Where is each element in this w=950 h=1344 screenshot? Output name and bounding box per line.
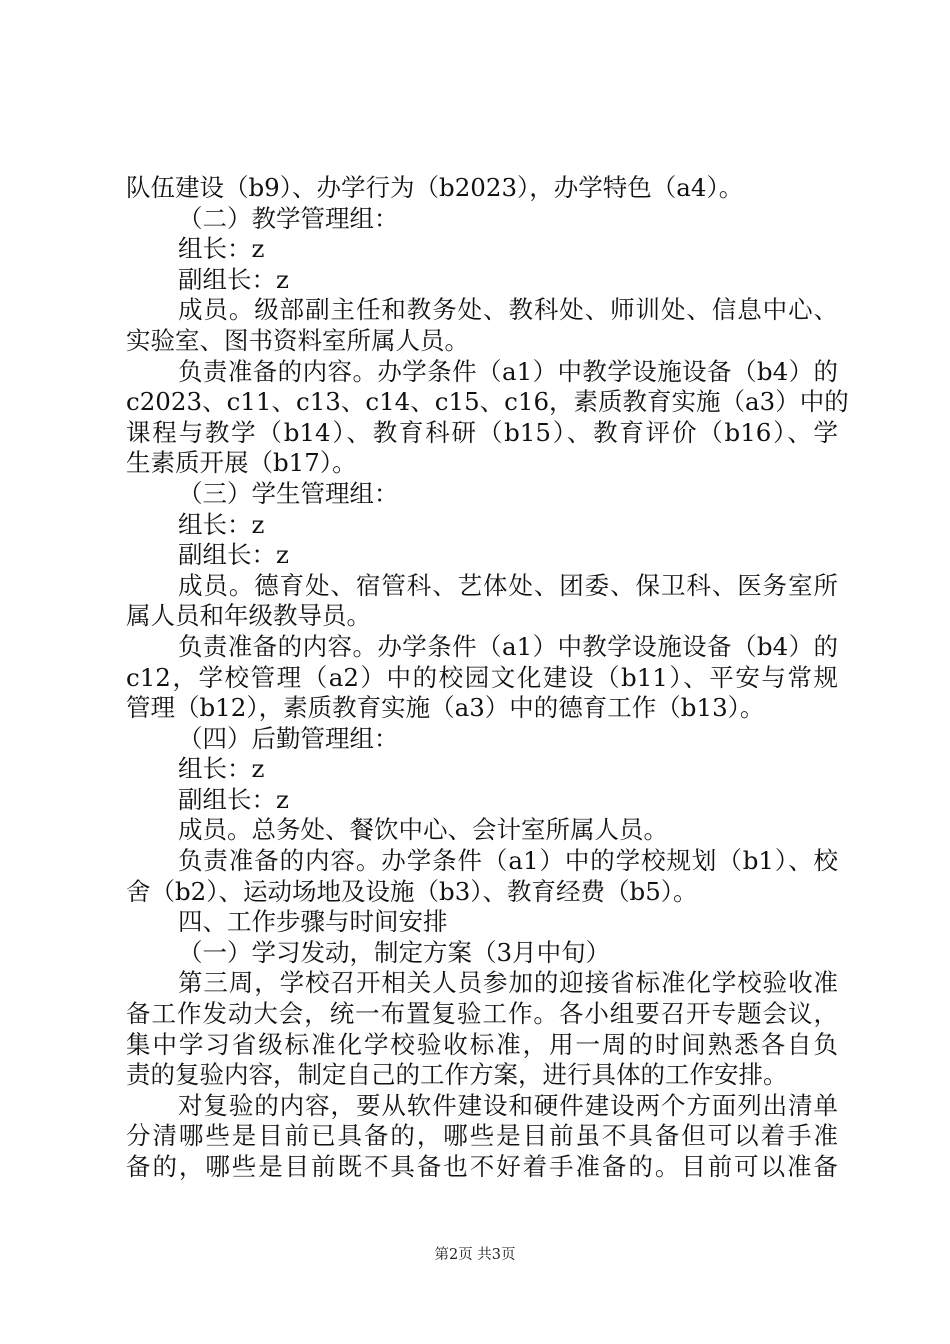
text-line: 生素质开展（b17）。 <box>126 448 357 478</box>
text-line: 成员。德育处、宿管科、艺体处、团委、保卫科、医务室所 <box>178 570 838 600</box>
text-line: 课程与教学（b14）、教育科研（b15）、教育评价（b16）、学 <box>126 417 838 447</box>
text-line: 实验室、图书资料室所属人员。 <box>126 325 469 355</box>
text-line: 属人员和年级教导员。 <box>126 601 371 631</box>
text-line: 备的，哪些是目前既不具备也不好着手准备的。目前可以准备 <box>126 1152 838 1181</box>
section-heading: （二）教学管理组： <box>178 203 399 233</box>
page-number-footer: 第2页 共3页 <box>434 1247 516 1263</box>
text-line: 组长：z <box>178 234 265 264</box>
text-line: 副组长：z <box>178 540 289 570</box>
text-line: 第三周，学校召开相关人员参加的迎接省标准化学校验收准 <box>178 968 838 998</box>
section-heading: （一）学习发动，制定方案（3月中旬） <box>178 937 611 967</box>
text-line: 成员。级部副主任和教务处、教科处、师训处、信息中心、 <box>178 295 838 325</box>
text-line: 责的复验内容，制定自己的工作方案，进行具体的工作安排。 <box>126 1060 788 1090</box>
text-line: 备工作发动大会，统一布置复验工作。各小组要召开专题会议， <box>126 999 838 1029</box>
text-line: 队伍建设（b9）、办学行为（b2023），办学特色（a4）。 <box>126 173 744 202</box>
section-heading: 四、工作步骤与时间安排 <box>178 907 448 937</box>
text-line: 负责准备的内容。办学条件（a1）中教学设施设备（b4）的 <box>178 356 838 386</box>
section-heading: （四）后勤管理组： <box>178 723 399 753</box>
text-line: c2023、c11、c13、c14、c15、c16，素质教育实施（a3）中的 <box>126 387 849 417</box>
text-line: 舍（b2）、运动场地及设施（b3）、教育经费（b5）。 <box>126 876 698 906</box>
text-line: 成员。总务处、餐饮中心、会计室所属人员。 <box>178 815 668 845</box>
text-line: 集中学习省级标准化学校验收标准，用一周的时间熟悉各自负 <box>126 1029 838 1059</box>
text-line: 负责准备的内容。办学条件（a1）中教学设施设备（b4）的 <box>178 631 838 661</box>
text-line: 对复验的内容，要从软件建设和硬件建设两个方面列出清单 <box>178 1090 838 1120</box>
text-line: 组长：z <box>178 754 265 784</box>
text-line: 副组长：z <box>178 784 289 814</box>
text-line: c12，学校管理（a2）中的校园文化建设（b11）、平安与常规 <box>126 662 838 692</box>
text-line: 副组长：z <box>178 264 289 294</box>
document-body <box>126 173 849 1183</box>
text-line: 组长：z <box>178 509 265 539</box>
text-line: 负责准备的内容。办学条件（a1）中的学校规划（b1）、校 <box>178 846 838 876</box>
section-heading: （三）学生管理组： <box>178 478 399 508</box>
text-line: 分清哪些是目前已具备的，哪些是目前虽不具备但可以着手准 <box>126 1121 838 1151</box>
text-line: 管理（b12），素质教育实施（a3）中的德育工作（b13）。 <box>126 693 765 723</box>
